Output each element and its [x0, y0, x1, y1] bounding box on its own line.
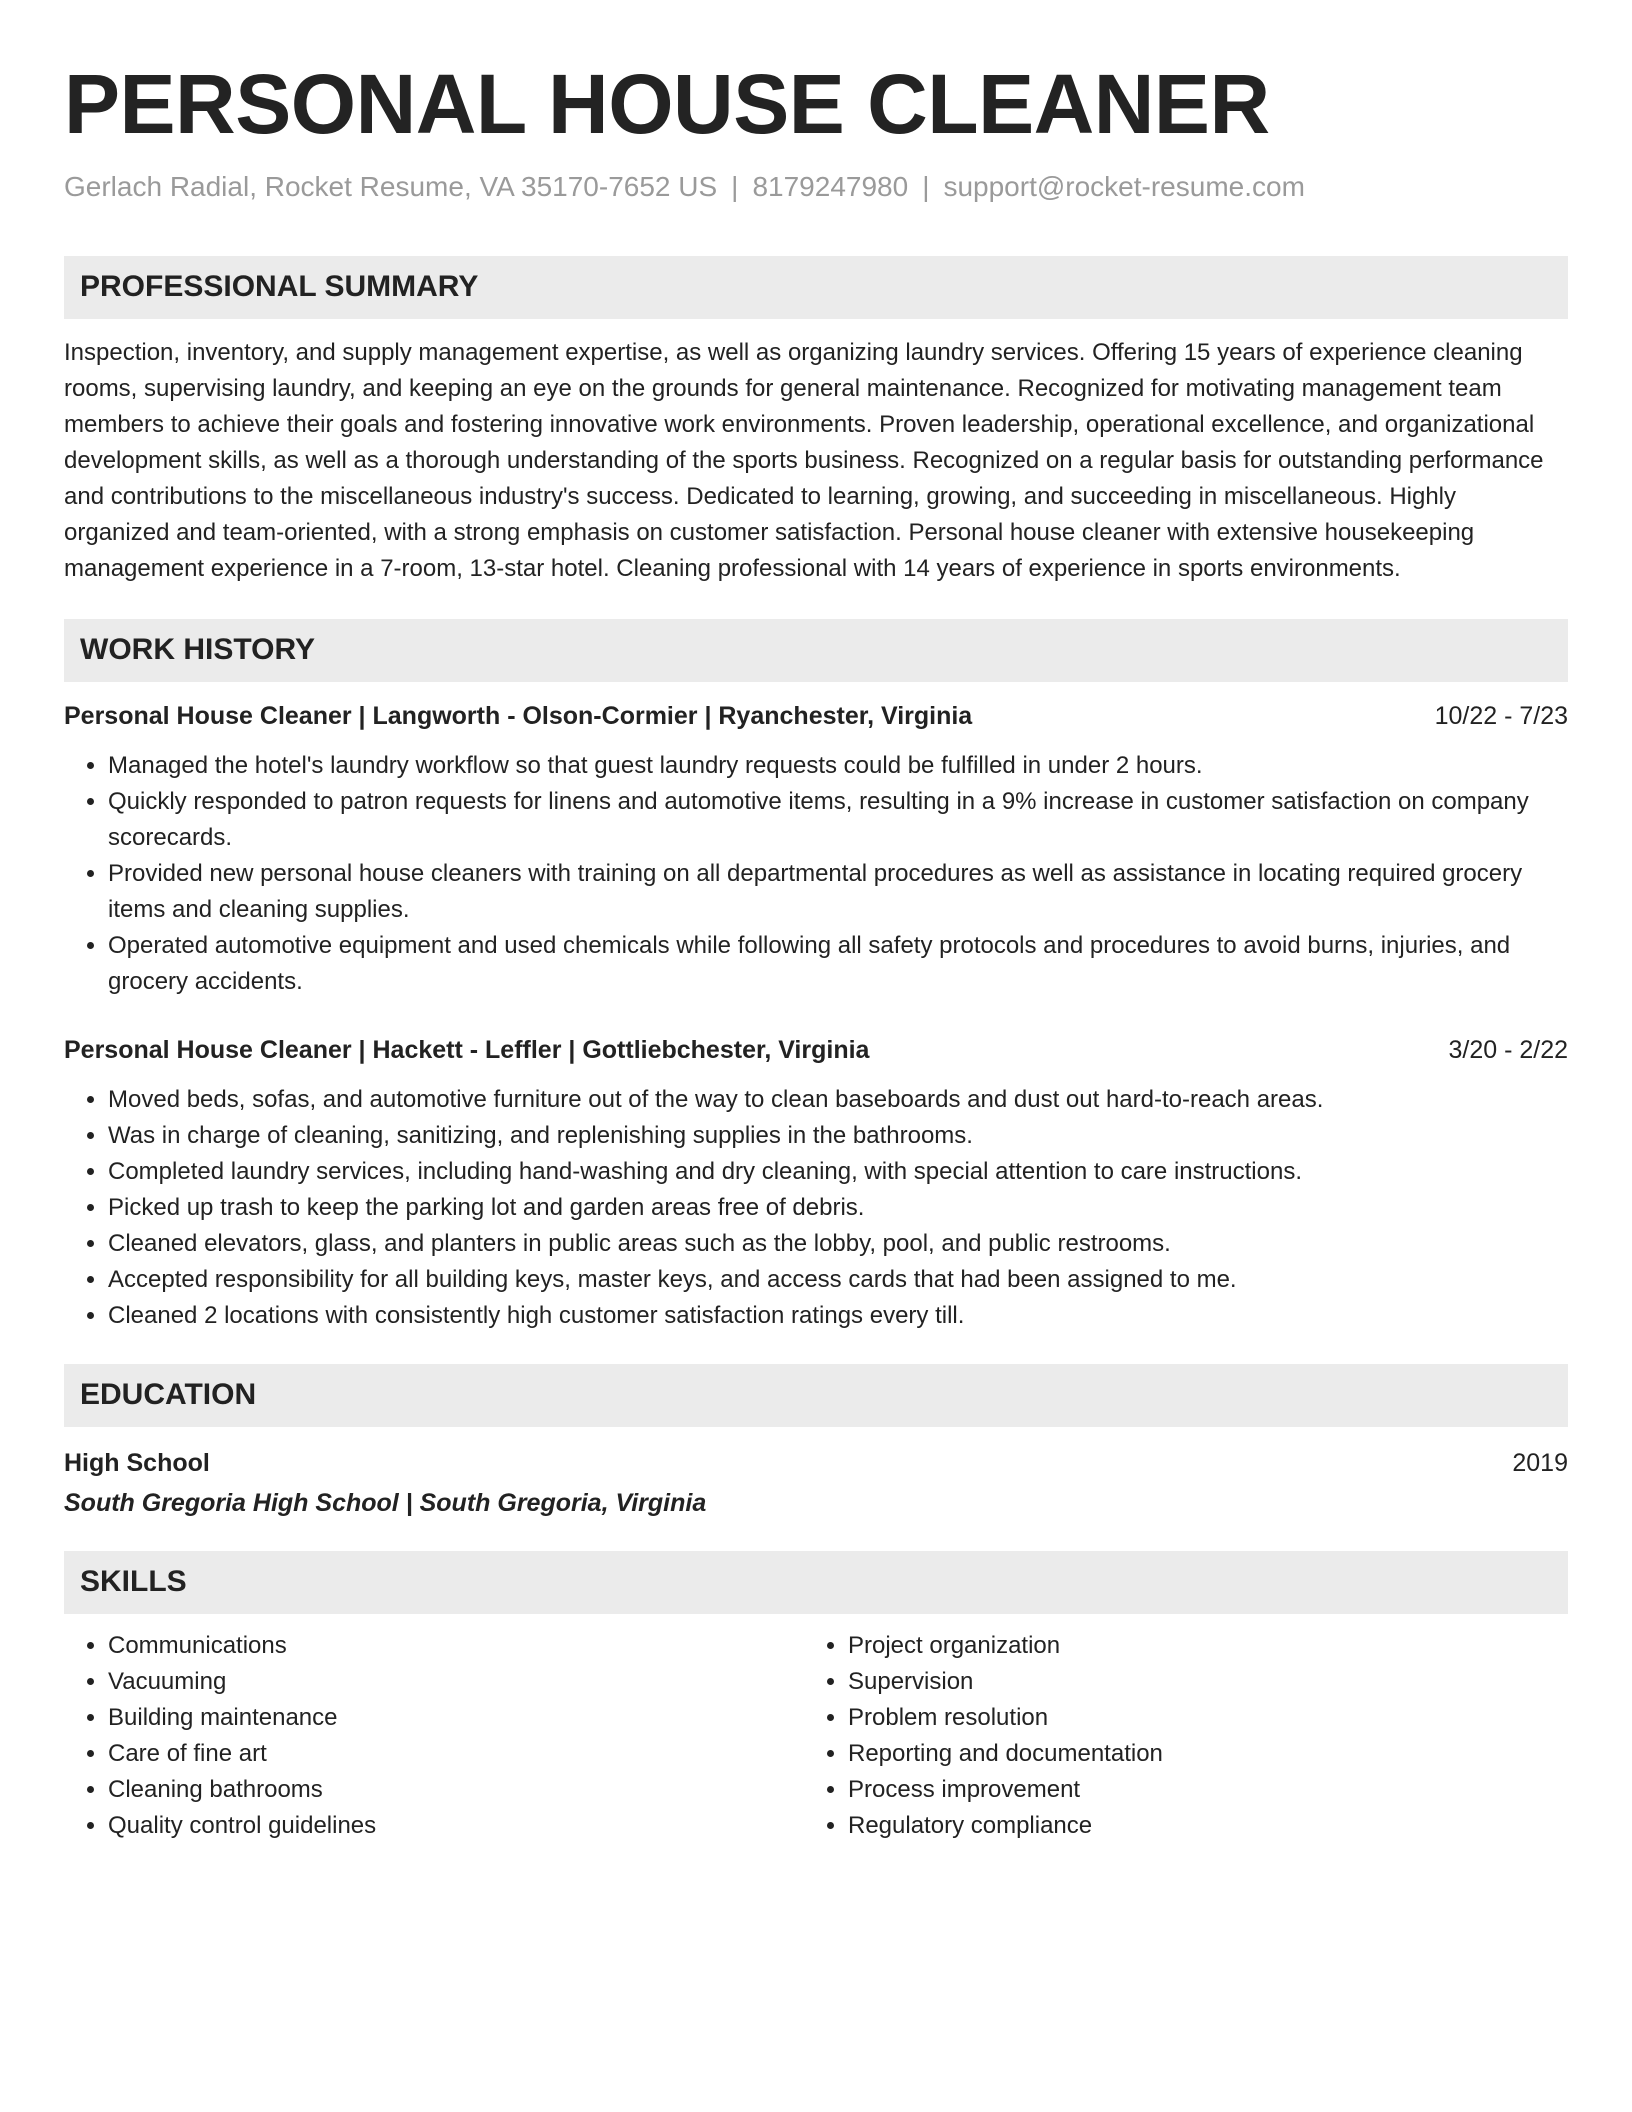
job-bullet: • Operated automotive equipment and used chemicals while following all safety protocols and procedures to avoid burns, injuries, and grocery accidents. [108, 928, 1568, 1000]
contact-phone: 8179247980 [752, 171, 909, 202]
section-heading-summary: PROFESSIONAL SUMMARY [64, 256, 1568, 319]
job-header [64, 1032, 1568, 1068]
job-bullet: • Quickly responded to patron requests for linens and automotive items, resulting in a 9% increase in customer satisfaction on company scorecards. [108, 784, 1568, 856]
contact-separator: | [731, 171, 739, 202]
job-bullet: • Accepted responsibility for all building keys, master keys, and access cards that had been assigned to me. [108, 1262, 1568, 1298]
job-bullets [64, 748, 1568, 1000]
job-title: Personal House Cleaner | Hackett - Leffler | Gottliebchester, Virginia [64, 1035, 870, 1064]
section-heading-skills: SKILLS [64, 1551, 1568, 1614]
resume-title: PERSONAL HOUSE CLEANER [64, 57, 1270, 151]
summary-text: Inspection, inventory, and supply management expertise, as well as organizing laundry services. Offering 15 years of experience cleaning rooms, supervising laundry, and keeping an eye on the grounds for general maintenance. Recognized for motivating management team members to achieve their goals and fostering innovative work environments. Proven leadership, operational excellence, and organizational development skills, as well as a thorough understanding of the sports business. Recognized on a regular basis for outstanding performance and contributions to the miscellaneous industry's success. Dedicated to learning, growing, and succeeding in miscellaneous. Highly organized and team-oriented, with a strong emphasis on customer satisfaction. Personal house cleaner with extensive housekeeping management experience in a 7-room, 13-star hotel. Cleaning professional with 14 years of experience in sports environments. [64, 338, 1544, 582]
skill-item: • Care of fine art [108, 1736, 804, 1772]
contact-separator: | [922, 171, 930, 202]
job-bullet: • Cleaned 2 locations with consistently high customer satisfaction ratings every till. [108, 1298, 1568, 1334]
job-bullet: • Moved beds, sofas, and automotive furniture out of the way to clean baseboards and dust out hard-to-reach areas. [108, 1082, 1568, 1118]
education-degree: High School [64, 1448, 210, 1477]
skill-item: • Vacuuming [108, 1664, 804, 1700]
education-school: South Gregoria High School | South Gregoria, Virginia [64, 1488, 707, 1517]
job-dates: 3/20 - 2/22 [1448, 1035, 1568, 1064]
skill-item: • Project organization [848, 1628, 1564, 1664]
job-bullet: • Was in charge of cleaning, sanitizing, and replenishing supplies in the bathrooms. [108, 1118, 1568, 1154]
skill-item: • Regulatory compliance [848, 1808, 1564, 1844]
job-bullet: • Completed laundry services, including hand-washing and dry cleaning, with special attention to care instructions. [108, 1154, 1568, 1190]
contact-line [64, 170, 1568, 204]
job-header [64, 698, 1568, 734]
skill-item: • Process improvement [848, 1772, 1564, 1808]
job-dates: 10/22 - 7/23 [1434, 701, 1568, 730]
job-bullet: • Picked up trash to keep the parking lot and garden areas free of debris. [108, 1190, 1568, 1226]
skill-item: • Cleaning bathrooms [108, 1772, 804, 1808]
skills-column-1 [64, 1628, 804, 1844]
section-heading-education: EDUCATION [64, 1364, 1568, 1427]
skill-item: • Problem resolution [848, 1700, 1564, 1736]
skill-item: • Quality control guidelines [108, 1808, 804, 1844]
skill-item: • Supervision [848, 1664, 1564, 1700]
section-heading-work-history: WORK HISTORY [64, 619, 1568, 682]
job-entry [64, 698, 1568, 1000]
job-bullet: • Provided new personal house cleaners with training on all departmental procedures as well as assistance in locating required grocery items and cleaning supplies. [108, 856, 1568, 928]
skills-list [64, 1628, 1568, 1844]
education-header [64, 1443, 1568, 1483]
skill-item: • Communications [108, 1628, 804, 1664]
contact-email: support@rocket-resume.com [943, 171, 1305, 202]
job-entry [64, 1032, 1568, 1334]
job-bullet: • Cleaned elevators, glass, and planters in public areas such as the lobby, pool, and public restrooms. [108, 1226, 1568, 1262]
skill-item: • Building maintenance [108, 1700, 804, 1736]
skill-item: • Reporting and documentation [848, 1736, 1564, 1772]
job-bullets [64, 1082, 1568, 1334]
job-bullet: • Managed the hotel's laundry workflow so that guest laundry requests could be fulfilled in under 2 hours. [108, 748, 1568, 784]
contact-address: Gerlach Radial, Rocket Resume, VA 35170-7652 US [64, 171, 718, 202]
job-title: Personal House Cleaner | Langworth - Olson-Cormier | Ryanchester, Virginia [64, 701, 973, 730]
skills-column-2 [804, 1628, 1564, 1844]
education-year: 2019 [1512, 1448, 1568, 1477]
